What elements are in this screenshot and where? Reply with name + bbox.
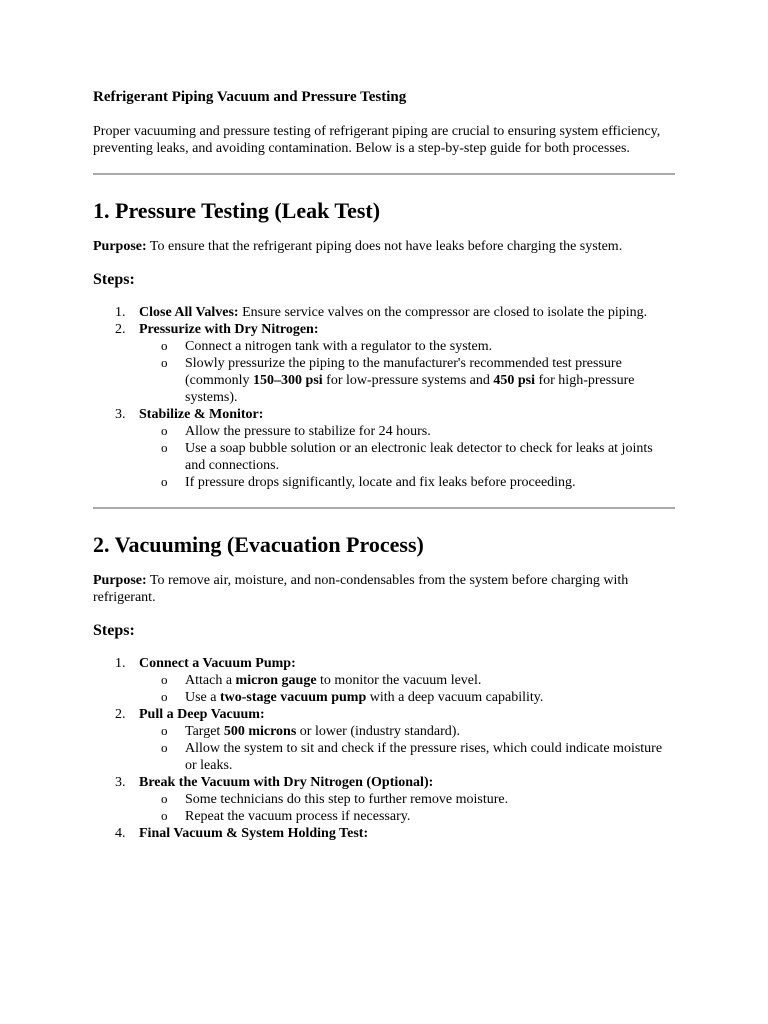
sub-text: for high-pressure systems).	[185, 373, 635, 405]
bullet-icon: o	[161, 791, 168, 806]
sub-text: for low-pressure systems and	[322, 373, 494, 388]
sub-text-bold: 150–300 psi	[253, 373, 323, 388]
step-number: 4.	[115, 826, 126, 841]
step-item	[93, 304, 675, 321]
sub-text-bold: 500 microns	[223, 724, 297, 739]
purpose-paragraph	[93, 572, 675, 606]
step-label: Stabilize & Monitor:	[139, 407, 264, 422]
step-label: Pull a Deep Vacuum:	[139, 707, 265, 722]
sub-item	[139, 791, 675, 808]
sub-text: Use a soap bubble solution or an electronic leak detector to check for leaks at joints and connections.	[185, 441, 653, 473]
sub-item	[139, 672, 675, 689]
steps-list	[93, 304, 675, 491]
sub-text: Use a	[185, 690, 220, 705]
sub-item	[139, 355, 675, 406]
bullet-icon: o	[161, 474, 168, 489]
bullet-icon: o	[161, 740, 168, 755]
purpose-text: To ensure that the refrigerant piping does not have leaks before charging the system.	[146, 239, 623, 254]
steps-heading: Steps:	[93, 271, 135, 288]
step-number: 2.	[115, 707, 126, 722]
sub-item	[139, 723, 675, 740]
sub-text: Attach a	[185, 673, 236, 688]
sub-text: with a deep vacuum capability.	[366, 690, 544, 705]
sub-item	[139, 740, 675, 774]
document-title: Refrigerant Piping Vacuum and Pressure Testing	[93, 89, 407, 105]
sub-text: Some technicians do this step to further remove moisture.	[185, 792, 509, 807]
sub-item	[139, 440, 675, 474]
sub-item	[139, 689, 675, 706]
step-item	[93, 706, 675, 774]
horizontal-rule	[93, 507, 675, 509]
sub-text: Allow the pressure to stabilize for 24 hours.	[185, 424, 431, 439]
sub-text: to monitor the vacuum level.	[316, 673, 482, 688]
bullet-icon: o	[161, 689, 168, 704]
sub-text: Repeat the vacuum process if necessary.	[185, 809, 411, 824]
step-label: Break the Vacuum with Dry Nitrogen (Optional):	[139, 775, 434, 790]
step-label: Connect a Vacuum Pump:	[139, 656, 296, 671]
step-item	[93, 655, 675, 706]
bullet-icon: o	[161, 440, 168, 455]
step-label: Close All Valves:	[139, 305, 239, 320]
intro-paragraph: Proper vacuuming and pressure testing of refrigerant piping are crucial to ensuring system efficiency, preventing leaks, and avoiding contamination. Below is a step-by-step guide for both processes.	[93, 124, 661, 156]
bullet-icon: o	[161, 423, 168, 438]
step-label: Pressurize with Dry Nitrogen:	[139, 322, 319, 337]
sub-text: Connect a nitrogen tank with a regulator to the system.	[185, 339, 493, 354]
step-item	[93, 406, 675, 491]
bullet-icon: o	[161, 338, 168, 353]
sub-list	[139, 423, 675, 491]
step-item	[93, 321, 675, 406]
section-heading: 1. Pressure Testing (Leak Test)	[93, 198, 381, 223]
sub-item	[139, 474, 675, 491]
sub-text: Slowly pressurize the piping to the manufacturer's recommended test pressure (commonly	[185, 356, 622, 388]
horizontal-rule	[93, 173, 675, 175]
bullet-icon: o	[161, 672, 168, 687]
sub-text-bold: micron gauge	[235, 673, 317, 688]
step-item	[93, 774, 675, 825]
sub-item	[139, 808, 675, 825]
sub-text: or lower (industry standard).	[296, 724, 460, 739]
sub-text: Target	[185, 724, 224, 739]
sub-list	[139, 723, 675, 774]
steps-list	[93, 655, 675, 842]
bullet-icon: o	[161, 808, 168, 823]
sub-item	[139, 423, 675, 440]
sub-list	[139, 672, 675, 706]
step-number: 2.	[115, 322, 126, 337]
step-number: 3.	[115, 775, 126, 790]
bullet-icon: o	[161, 355, 168, 370]
section-heading: 2. Vacuuming (Evacuation Process)	[93, 532, 424, 557]
step-text: Ensure service valves on the compressor are closed to isolate the piping.	[238, 305, 648, 320]
step-label: Final Vacuum & System Holding Test:	[139, 826, 369, 841]
sub-text-bold: two-stage vacuum pump	[220, 690, 367, 705]
sub-list	[139, 338, 675, 406]
sub-text-bold: 450 psi	[493, 373, 535, 388]
step-item	[93, 825, 675, 842]
purpose-label: Purpose:	[93, 239, 147, 254]
step-number: 1.	[115, 305, 126, 320]
sub-text: If pressure drops significantly, locate and fix leaks before proceeding.	[185, 475, 576, 490]
sub-list	[139, 791, 675, 825]
bullet-icon: o	[161, 723, 168, 738]
steps-heading: Steps:	[93, 622, 135, 639]
step-number: 1.	[115, 656, 126, 671]
sub-item	[139, 338, 675, 355]
sub-text: Allow the system to sit and check if the pressure rises, which could indicate moisture or leaks.	[185, 741, 663, 773]
purpose-text: To remove air, moisture, and non-condensables from the system before charging with refrigerant.	[93, 573, 629, 605]
purpose-paragraph	[93, 238, 675, 255]
step-number: 3.	[115, 407, 126, 422]
purpose-label: Purpose:	[93, 573, 147, 588]
